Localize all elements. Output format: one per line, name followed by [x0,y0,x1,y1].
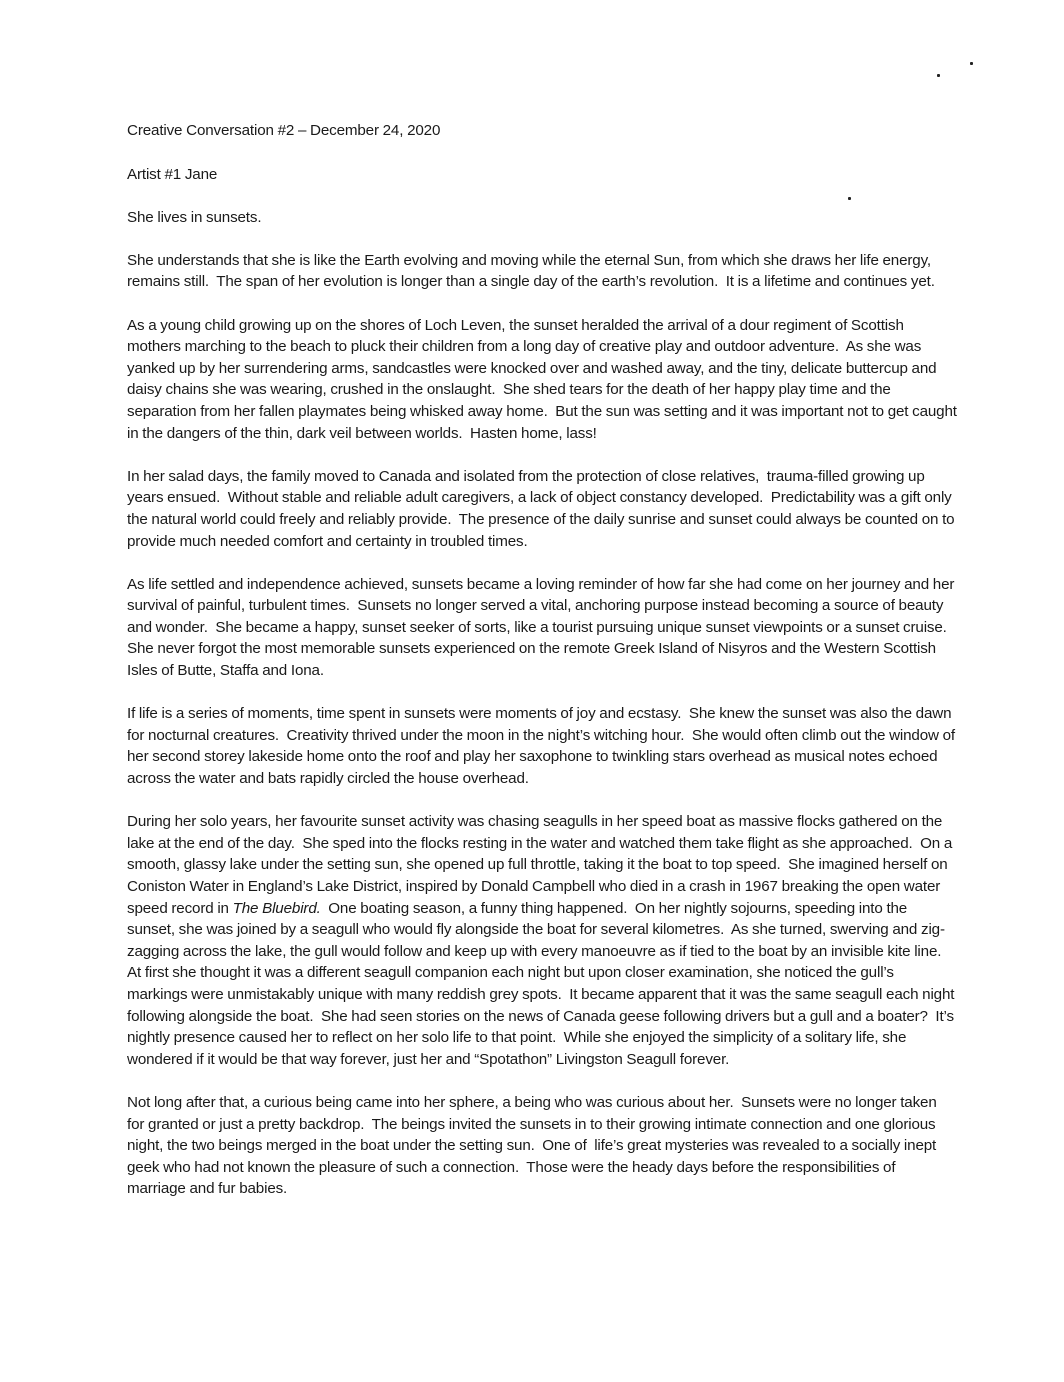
paragraph-seagull [127,811,957,1070]
document-body [127,120,961,1222]
paragraph-seagull-part1: During her solo years, her favourite sunset activity was chasing seagulls in her speed boat as massive flocks gathered on the lake at the end of the day. She sped into the flocks resting in the water and watched them take flight as she approached. On a smooth, glassy lake under the setting sun, she opened up full throttle, taking it the boat to top speed. She imagined herself on Coniston Water in England’s Lake District, inspired by Donald Campbell who died in a crash in 1967 breaking the open water speed record in [127,813,956,917]
paragraph-earth-sun: She understands that she is like the Earth evolving and moving while the eternal Sun, from which she draws her life energy, remains still. The span of her evolution is longer than a single day of the earth’s revolution. It is a lifetime and continues yet. [127,251,935,291]
paragraph-curious-being: Not long after that, a curious being came into her sphere, a being who was curious about her. Sunsets were no longer taken for granted or just a pretty backdrop. The beings invited the sunsets in to their growing intimate connection and one glorious night, the two beings merged in the boat under the setting sun. One of life’s great mysteries was revealed to a socially inept geek who had not known the pleasure of such a connection. Those were the heady days before the responsibilities of marriage and fur babies. [127,1093,941,1198]
paragraph-salad-days: In her salad days, the family moved to Canada and isolated from the protection of close relatives, trauma-filled growing up years ensued. Without stable and reliable adult caregivers, a lack of object constancy developed. Predictability was a gift only the natural world could freely and reliably provide. The presence of the daily sunrise and sunset could always be counted on to provide much needed comfort and certainty in troubled times. [127,467,959,550]
artist-heading: Artist #1 Jane [127,165,218,183]
scan-speck [970,62,973,65]
intro-line: She lives in sunsets. [127,209,262,227]
document-title: Creative Conversation #2 – December 24, 2020 [127,122,441,139]
scan-speck [937,74,940,77]
paragraph-moments: If life is a series of moments, time spent in sunsets were moments of joy and ecstasy. She knew the sunset was also the dawn for nocturnal creatures. Creativity thrived under the moon in the night’s witching hour. She would often climb out the window of her second storey lakeside home onto the roof and play her saxophone to twinkling stars overhead as musical notes echoed across the water and bats rapidly circled the house overhead. [127,705,959,788]
paragraph-loch-leven: As a young child growing up on the shores of Loch Leven, the sunset heralded the arrival of a dour regiment of Scottish mothers marching to the beach to pluck their children from a long day of creative play and outdoor adventure. As she was yanked up by her surrendering arms, sandcastles were knocked over and washed away, and the tiny, delicate buttercup and daisy chains she was wearing, crushed in the onslaught. She shed tears for the death of her happy play time and the separation from her fallen playmates being whisked away home. But the sun was setting and it was important not to get caught in the dangers of the thin, dark veil between worlds. Hasten home, lass! [127,316,961,442]
paragraph-seagull-part2: One boating season, a funny thing happened. On her nightly sojourns, speeding into the sunset, she was joined by a seagull who would fly alongside the boat for several kilometres. As she turned, swerving and zig-zagging across the lake, the gull would follow and keep up with every manoeuvre as if tied to the boat by an invisible kite line. At first she thought it was a different seagull companion each night but upon closer examination, she noticed the gull’s markings were unmistakably unique with many reddish grey spots. It became apparent that it was the same seagull each night following alongside the boat. She had seen stories on the news of Canada geese following drivers but a gull and a boater? It’s nightly presence caused her to reflect on her solo life to that point. While she enjoyed the simplicity of a solitary life, she wondered if it would be that way forever, just her and “Spotathon” Livingston Seagull forever. [127,899,959,1068]
bluebird-title: The Bluebird. [232,899,321,917]
paragraph-independence: As life settled and independence achieved, sunsets became a loving reminder of how far she had come on her journey and her survival of painful, turbulent times. Sunsets no longer served a vital, anchoring purpose instead becoming a source of beauty and wonder. She became a happy, sunset seeker of sorts, like a tourist pursuing unique sunset viewpoints or a sunset cruise. She never forgot the most memorable sunsets experienced on the remote Greek Island of Nisyros and the Western Scottish Isles of Butte, Staffa and Iona. [127,575,959,680]
